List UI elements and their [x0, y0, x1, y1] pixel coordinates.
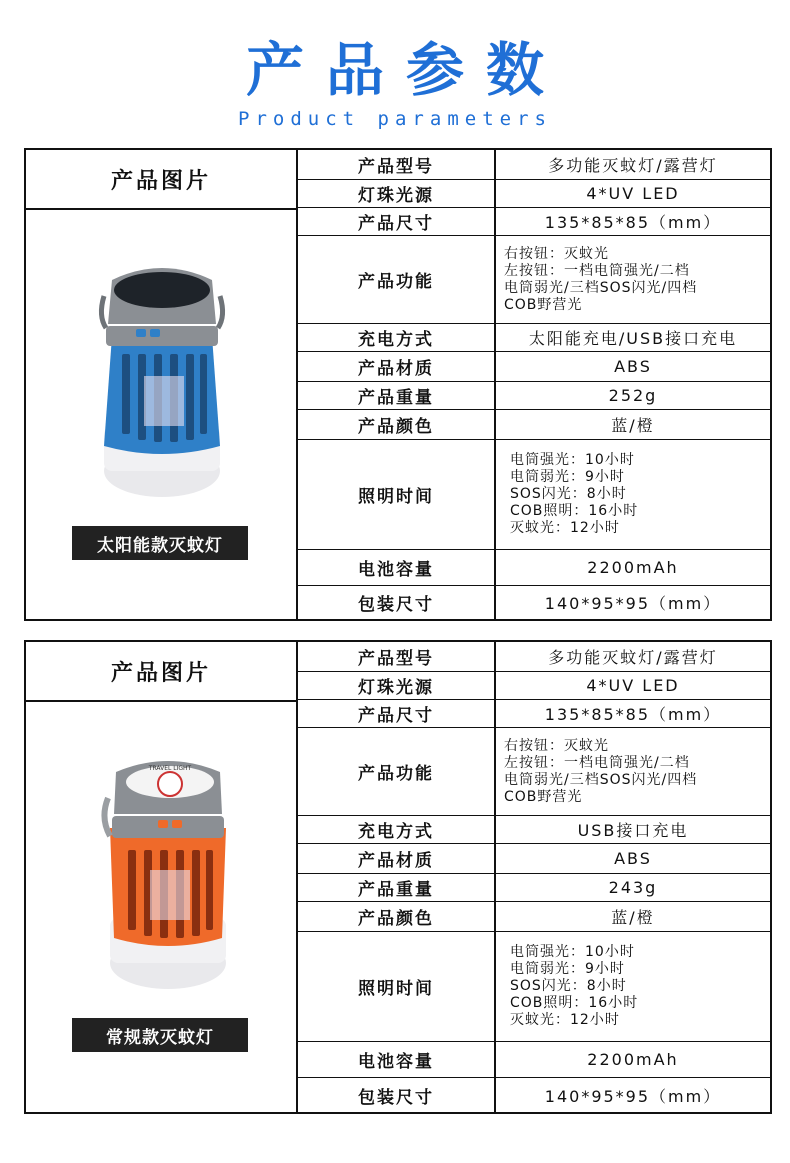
- spec-value: ABS: [614, 849, 652, 868]
- spec-row: [298, 550, 770, 586]
- spec-value-line: 左按钮：一档电筒强光/二档: [504, 754, 690, 771]
- spec-row: [298, 586, 770, 619]
- spec-row: [298, 932, 770, 1042]
- spec-value: 多功能灭蚊灯/露营灯: [548, 648, 718, 667]
- spec-label: 包装尺寸: [298, 1078, 496, 1112]
- spec-row: [298, 642, 770, 672]
- spec-value-line: COB野营光: [504, 788, 583, 805]
- spec-row: [298, 208, 770, 236]
- spec-value-line: 电筒弱光：9小时: [510, 469, 625, 485]
- spec-value: 2200mAh: [587, 558, 679, 577]
- spec-value-line: COB照明：16小时: [510, 995, 639, 1011]
- spec-label: 照明时间: [298, 440, 496, 549]
- spec-value: 4*UV LED: [586, 184, 680, 203]
- spec-value: 太阳能充电/USB接口充电: [528, 329, 738, 348]
- spec-label: 灯珠光源: [298, 672, 496, 699]
- spec-value-line: COB野营光: [504, 296, 583, 313]
- spec-label: 充电方式: [298, 816, 496, 843]
- spec-row: [298, 844, 770, 874]
- spec-label: 照明时间: [298, 932, 496, 1041]
- spec-row: [298, 728, 770, 816]
- spec-label: 电池容量: [298, 1042, 496, 1077]
- spec-row: [298, 700, 770, 728]
- spec-row: [298, 1078, 770, 1112]
- spec-value: 135*85*85（mm）: [544, 705, 722, 724]
- product-table-solar: [24, 148, 772, 621]
- spec-value: 蓝/橙: [611, 908, 655, 927]
- spec-value: [496, 440, 770, 549]
- spec-row: [298, 180, 770, 208]
- spec-value: 140*95*95（mm）: [544, 594, 722, 613]
- spec-row: [298, 352, 770, 382]
- blue-solar-lamp-image: [92, 266, 232, 506]
- spec-value-line: COB照明：16小时: [510, 503, 639, 519]
- spec-label: 产品材质: [298, 844, 496, 873]
- product-caption: 太阳能款灭蚊灯: [72, 526, 248, 560]
- spec-label: 灯珠光源: [298, 180, 496, 207]
- spec-value: 4*UV LED: [586, 676, 680, 695]
- spec-row: [298, 672, 770, 700]
- page-subtitle: Product parameters: [238, 108, 552, 130]
- spec-value: [496, 932, 770, 1041]
- spec-value-line: 电筒强光：10小时: [510, 452, 635, 468]
- spec-value-line: 电筒弱光/三档SOS闪光/四档: [504, 279, 698, 296]
- spec-label: 产品重量: [298, 874, 496, 901]
- spec-value-line: SOS闪光：8小时: [510, 978, 627, 994]
- spec-label: 产品重量: [298, 382, 496, 409]
- orange-lamp-image: [98, 758, 238, 998]
- spec-label: 产品尺寸: [298, 700, 496, 727]
- spec-value: 252g: [608, 386, 658, 405]
- spec-value-line: 左按钮：一档电筒强光/二档: [504, 262, 690, 279]
- spec-value: 140*95*95（mm）: [544, 1086, 722, 1106]
- spec-label: 产品颜色: [298, 410, 496, 439]
- spec-label: 产品型号: [298, 642, 496, 671]
- spec-value-line: SOS闪光：8小时: [510, 486, 627, 502]
- spec-label: 产品功能: [298, 728, 496, 815]
- spec-value: 2200mAh: [587, 1050, 679, 1069]
- spec-label: 电池容量: [298, 550, 496, 585]
- spec-value: ABS: [614, 357, 652, 376]
- spec-value: 多功能灭蚊灯/露营灯: [548, 156, 718, 175]
- spec-value-line: 右按钮：灭蚊光: [504, 245, 609, 262]
- spec-row: [298, 236, 770, 324]
- spec-label: 充电方式: [298, 324, 496, 351]
- spec-value: 243g: [608, 878, 658, 897]
- spec-row: [298, 874, 770, 902]
- spec-value: [496, 236, 770, 323]
- image-header: 产品图片: [26, 642, 296, 702]
- spec-value: 135*85*85（mm）: [544, 213, 722, 232]
- spec-label: 产品颜色: [298, 902, 496, 931]
- spec-value-line: 电筒弱光：9小时: [510, 961, 625, 977]
- spec-row: [298, 382, 770, 410]
- spec-label: 产品型号: [298, 150, 496, 179]
- spec-label: 产品材质: [298, 352, 496, 381]
- spec-row: [298, 410, 770, 440]
- spec-label: 包装尺寸: [298, 586, 496, 619]
- spec-row: [298, 324, 770, 352]
- spec-label: 产品功能: [298, 236, 496, 323]
- spec-row: [298, 440, 770, 550]
- spec-value-line: 电筒弱光/三档SOS闪光/四档: [504, 771, 698, 788]
- spec-value-line: 电筒强光：10小时: [510, 944, 635, 960]
- spec-row: [298, 1042, 770, 1078]
- spec-row: [298, 816, 770, 844]
- spec-value: USB接口充电: [577, 821, 689, 840]
- spec-value: [496, 728, 770, 815]
- spec-label: 产品尺寸: [298, 208, 496, 235]
- spec-value-line: 灭蚊光：12小时: [510, 520, 620, 536]
- spec-row: [298, 150, 770, 180]
- image-header: 产品图片: [26, 150, 296, 210]
- spec-value-line: 灭蚊光：12小时: [510, 1012, 620, 1028]
- lamp-label-text: TRAVEL LIGHT: [148, 765, 192, 772]
- spec-value: 蓝/橙: [611, 416, 655, 435]
- page-title: 产品参数: [245, 36, 566, 104]
- product-table-standard: [24, 640, 772, 1114]
- spec-value-line: 右按钮：灭蚊光: [504, 737, 609, 754]
- product-caption: 常规款灭蚊灯: [72, 1018, 248, 1052]
- spec-row: [298, 902, 770, 932]
